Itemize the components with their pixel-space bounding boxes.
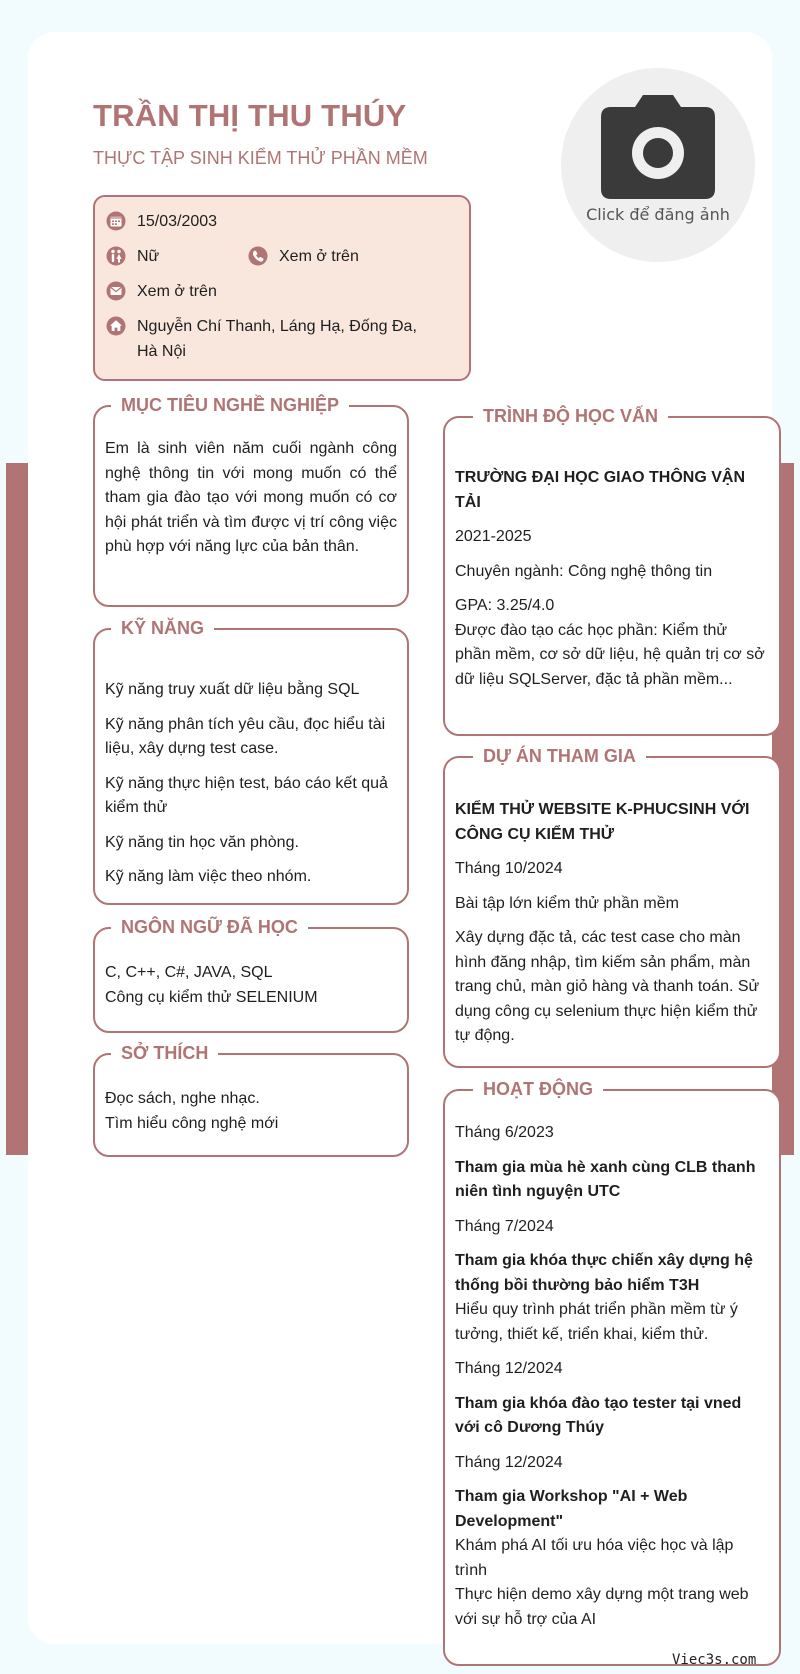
- home-icon: [106, 316, 126, 336]
- education-courses[interactable]: Được đào tạo các học phần: Kiểm thử phần mềm, cơ sở dữ liệu, hệ quản trị cơ sở dữ liệu SQLServer, đặc tả phần mềm...: [455, 621, 765, 688]
- education-section: [443, 406, 781, 736]
- contact-phone[interactable]: [248, 244, 359, 269]
- contact-gender[interactable]: [106, 244, 159, 269]
- gender-value: Nữ: [137, 248, 160, 265]
- candidate-position[interactable]: THỰC TẬP SINH KIỂM THỬ PHẦN MỀM: [93, 148, 428, 168]
- phone-icon: [248, 246, 268, 266]
- languages-title[interactable]: NGÔN NGỮ ĐÃ HỌC: [111, 915, 308, 939]
- contact-email[interactable]: [106, 279, 217, 304]
- activity-date[interactable]: Tháng 6/2023: [455, 1124, 554, 1141]
- activity-date[interactable]: Tháng 12/2024: [455, 1453, 563, 1471]
- cv-sheet: [28, 32, 772, 1644]
- email-value: Xem ở trên: [137, 283, 217, 300]
- activity-detail[interactable]: Hiểu quy trình phát triển phần mềm từ ý tưởng, thiết kế, triển khai, kiểm thử.: [455, 1301, 738, 1343]
- activity-detail[interactable]: Khám phá AI tối ưu hóa việc học và lập trình: [455, 1537, 734, 1579]
- activity-name[interactable]: Tham gia mùa hè xanh cùng CLB thanh niên tình nguyện UTC: [455, 1158, 756, 1200]
- skills-section: [93, 618, 409, 905]
- activity-date[interactable]: Tháng 12/2024: [455, 1360, 563, 1377]
- calendar-icon: [106, 211, 126, 231]
- education-gpa[interactable]: GPA: 3.25/4.0: [455, 597, 555, 614]
- contact-address[interactable]: [106, 314, 436, 364]
- contact-info-box: [93, 195, 471, 381]
- education-major[interactable]: Chuyên ngành: Công nghệ thông tin: [455, 562, 713, 580]
- skills-title[interactable]: KỸ NĂNG: [111, 616, 214, 640]
- activities-title[interactable]: HOẠT ĐỘNG: [473, 1077, 603, 1101]
- contact-birthday[interactable]: [106, 209, 217, 234]
- education-period[interactable]: 2021-2025: [455, 528, 532, 545]
- hobbies-section: [93, 1043, 409, 1157]
- skill-item[interactable]: Kỹ năng tin học văn phòng.: [105, 833, 299, 851]
- skill-item[interactable]: Kỹ năng truy xuất dữ liệu bằng SQL: [105, 681, 360, 698]
- skill-item[interactable]: Kỹ năng làm việc theo nhóm.: [105, 868, 312, 885]
- camera-icon: [599, 95, 717, 199]
- photo-upload-caption: Click để đăng ảnh: [586, 205, 730, 224]
- hobbies-line[interactable]: Tìm hiểu công nghệ mới: [105, 1114, 279, 1132]
- languages-line[interactable]: Công cụ kiểm thử SELENIUM: [105, 988, 318, 1006]
- candidate-name[interactable]: TRẦN THỊ THU THÚY: [93, 98, 407, 133]
- projects-section: [443, 746, 781, 1068]
- activity-item: [455, 1121, 767, 1205]
- skill-item[interactable]: Kỹ năng phân tích yêu cầu, đọc hiểu tài liệu, xây dựng test case.: [105, 715, 386, 757]
- project-description[interactable]: Xây dựng đặc tả, các test case cho màn hình đăng nhập, tìm kiếm sản phẩm, màn trang chủ, màn giỏ hàng và thanh toán. Sử dụng công cụ selenium thực hiện kiểm thử tự động.: [455, 929, 760, 1044]
- birthday-value: 15/03/2003: [137, 213, 218, 230]
- phone-value: Xem ở trên: [279, 248, 359, 265]
- skill-item[interactable]: Kỹ năng thực hiện test, báo cáo kết quả kiểm thử: [105, 774, 388, 816]
- languages-section: [93, 917, 409, 1033]
- email-icon: [106, 281, 126, 301]
- activity-name[interactable]: Tham gia khóa thực chiến xây dựng hệ thống bồi thường bảo hiểm T3H: [455, 1252, 753, 1294]
- watermark: Viec3s.com: [672, 1652, 757, 1668]
- projects-title[interactable]: DỰ ÁN THAM GIA: [473, 744, 646, 768]
- activities-section: [443, 1079, 781, 1666]
- activity-name[interactable]: Tham gia Workshop "AI + Web Development": [455, 1488, 688, 1530]
- project-date[interactable]: Tháng 10/2024: [455, 860, 563, 877]
- activity-name[interactable]: Tham gia khóa đào tạo tester tại vned với cô Dương Thúy: [455, 1394, 742, 1436]
- objective-text[interactable]: Em là sinh viên năm cuối ngành công nghệ thông tin với mong muốn có thể tham gia đào tạo với mong muốn có cơ hội phát triển và tìm được vị trí công việc phù hợp với năng lực của bản thân.: [105, 440, 397, 555]
- activity-item: [455, 1215, 767, 1348]
- activity-item: [455, 1451, 767, 1633]
- gender-icon: [106, 246, 126, 266]
- project-type[interactable]: Bài tập lớn kiểm thử phần mềm: [455, 894, 679, 912]
- hobbies-line[interactable]: Đọc sách, nghe nhạc.: [105, 1090, 260, 1107]
- activity-detail[interactable]: Thực hiện demo xây dựng một trang web với sự hỗ trợ của AI: [455, 1586, 749, 1628]
- project-name[interactable]: KIỂM THỬ WEBSITE K-PHUCSINH VỚI CÔNG CỤ KIỂM THỬ: [455, 801, 750, 843]
- objective-title[interactable]: MỤC TIÊU NGHỀ NGHIỆP: [111, 393, 349, 417]
- activity-date[interactable]: Tháng 7/2024: [455, 1217, 554, 1235]
- left-accent-bar: [6, 463, 28, 1155]
- languages-line[interactable]: C, C++, C#, JAVA, SQL: [105, 964, 273, 981]
- address-value: Nguyễn Chí Thanh, Láng Hạ, Đống Đa, Hà Nội: [137, 318, 417, 360]
- avatar-upload[interactable]: [561, 68, 755, 262]
- hobbies-title[interactable]: SỞ THÍCH: [111, 1041, 218, 1065]
- objective-section: [93, 395, 409, 607]
- school-name[interactable]: TRƯỜNG ĐẠI HỌC GIAO THÔNG VẬN TẢI: [455, 469, 746, 511]
- education-title[interactable]: TRÌNH ĐỘ HỌC VẤN: [473, 404, 668, 428]
- activity-item: [455, 1357, 767, 1441]
